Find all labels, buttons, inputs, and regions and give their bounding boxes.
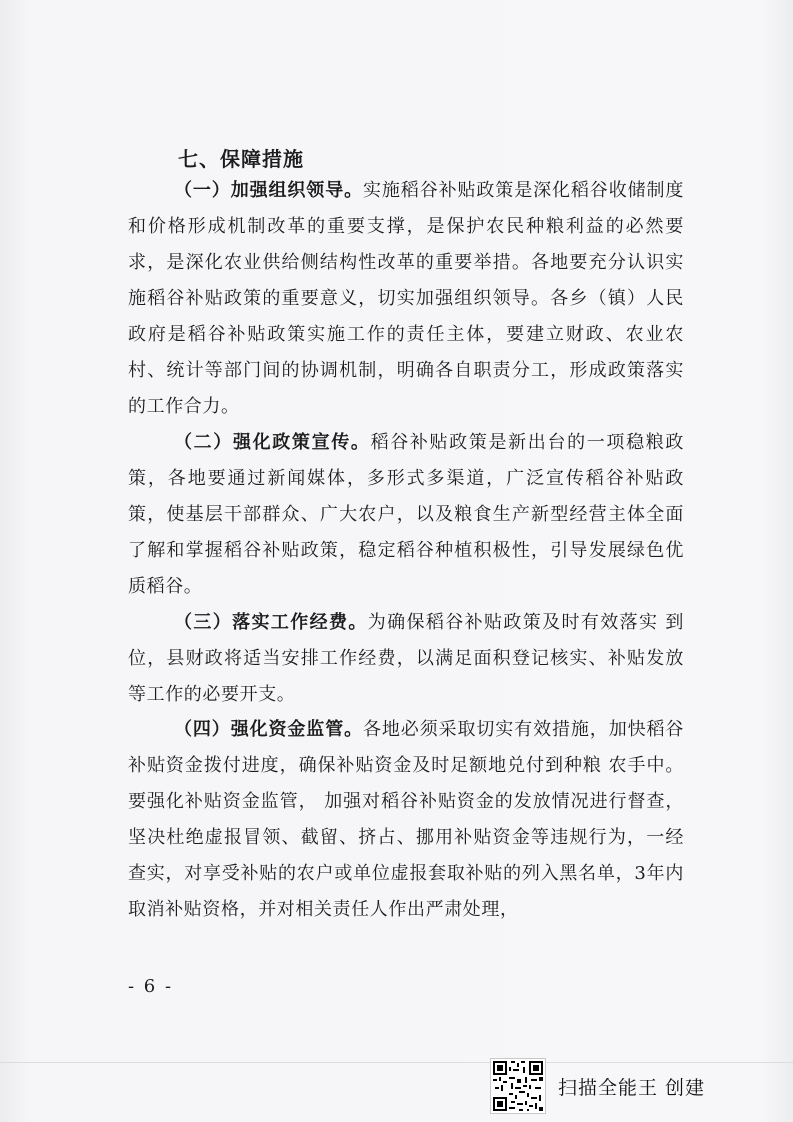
paragraph-lead: （一）加强组织领导。: [174, 180, 363, 201]
paragraph-body: 实施稻谷补贴政策是深化稻谷收储制度和价格形成机制改革的重要支撑，是保护农民种粮利益的必然要求，是深化农业供给侧结构性改革的重要举措。各地要充分认识实施稻谷补贴政策的重要意义，切实加强组织领导。各乡（镇）人民政府是稻谷补贴政策实施工作的责任主体，要建立财政、农业农村、统计等部门间的协调机制，明确各自职责分工，形成政策落实的工作合力。: [128, 180, 684, 417]
qr-code-icon: [490, 1058, 546, 1114]
paragraph-body: 稻谷补贴政策是新出台的一项稳粮政策，各地要通过新闻媒体，多形式多渠道，广泛宣传稻谷补贴政策，使基层干部群众、广大农户，以及粮食生产新型经营主体全面了解和掌握稻谷补贴政策，稳定稻谷种植积极性，引导发展绿色优质稻谷。: [128, 432, 684, 597]
scanner-watermark: [490, 1058, 705, 1114]
paragraph-body: 各地必须采取切实有效措施，加快稻谷补贴资金拨付进度，确保补贴资金及时足额地兑付到种粮 农手中。要强化补贴资金监管， 加强对稻谷补贴资金的发放情况进行督查，坚决杜绝虚报冒领、截留、挤占、挪用补贴资金等违规行为，一经查实，对享受补贴的农户或单位虚报套取补贴的列入黑名单，3年内取消补贴资格，并对相关责任人作出严肃处理，: [128, 719, 684, 920]
paragraph-supervision: [128, 712, 684, 928]
paragraph-lead: （三）落实工作经费。: [174, 612, 368, 633]
paragraph-organization: [128, 173, 684, 425]
paragraph-lead: （二）强化政策宣传。: [174, 432, 371, 453]
paragraph-funding: [128, 605, 684, 713]
scanner-badge-text: 扫描全能王 创建: [558, 1076, 706, 1099]
section-heading: 七、保障措施: [178, 147, 304, 171]
paragraph-lead: （四）强化资金监管。: [174, 719, 363, 740]
paragraph-body: 为确保稻谷补贴政策及时有效落实 到位，县财政将适当安排工作经费，以满足面积登记核实、补贴发放等工作的必要开支。: [128, 612, 685, 705]
paragraph-publicity: [128, 425, 684, 605]
page-number: - 6 -: [128, 976, 174, 997]
